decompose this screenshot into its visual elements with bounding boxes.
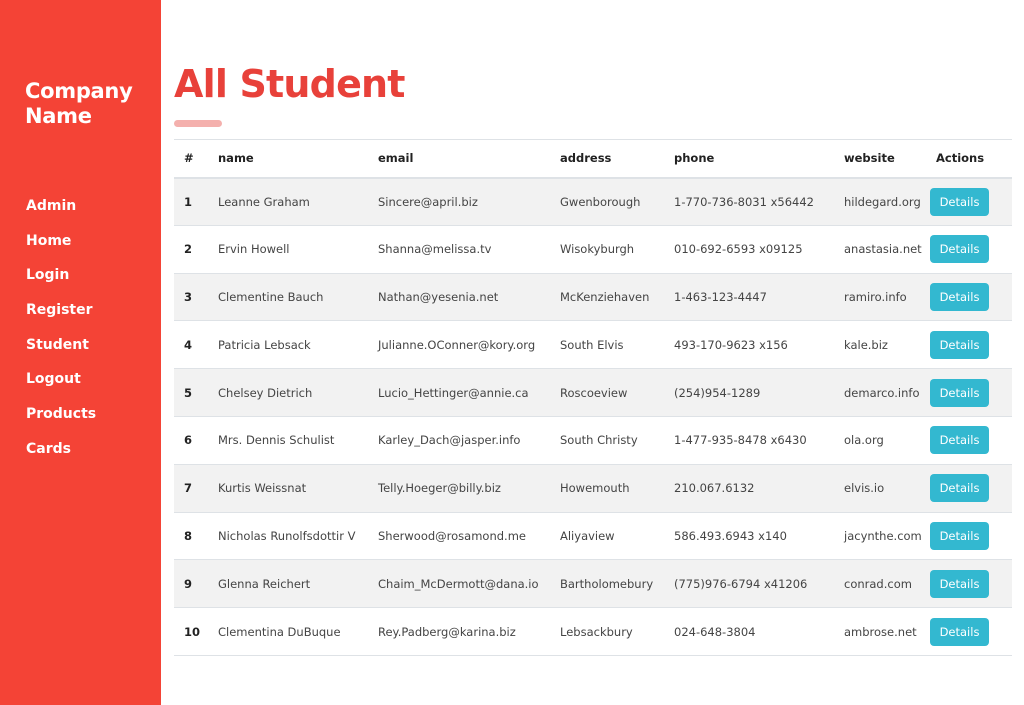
cell-website: demarco.info: [834, 369, 926, 417]
cell-address: Bartholomebury: [550, 560, 664, 608]
sidebar-nav: [26, 195, 96, 473]
details-button[interactable]: Details: [930, 474, 989, 502]
table-row: [174, 416, 1012, 464]
cell-address: Lebsackbury: [550, 608, 664, 656]
cell-address: McKenziehaven: [550, 273, 664, 321]
cell-phone: 024-648-3804: [664, 608, 834, 656]
cell-index: 3: [174, 273, 208, 321]
table-row: [174, 225, 1012, 273]
cell-address: South Christy: [550, 416, 664, 464]
cell-website: ola.org: [834, 416, 926, 464]
nav-link-register[interactable]: Register: [26, 302, 93, 319]
cell-address: Aliyaview: [550, 512, 664, 560]
cell-index: 4: [174, 321, 208, 369]
cell-actions: [926, 225, 1012, 273]
table-row: [174, 178, 1012, 226]
cell-email: Rey.Padberg@karina.biz: [368, 608, 550, 656]
cell-actions: [926, 416, 1012, 464]
table-header-row: [174, 140, 1012, 178]
details-button[interactable]: Details: [930, 331, 989, 359]
column-header-phone: phone: [664, 140, 834, 178]
cell-actions: [926, 178, 1012, 226]
cell-address: Howemouth: [550, 464, 664, 512]
sidebar-item-register: [26, 299, 96, 334]
cell-actions: [926, 321, 1012, 369]
cell-name: Nicholas Runolfsdottir V: [208, 512, 368, 560]
details-button[interactable]: Details: [930, 618, 989, 646]
table-row: [174, 464, 1012, 512]
nav-link-login[interactable]: Login: [26, 267, 70, 284]
cell-phone: 586.493.6943 x140: [664, 512, 834, 560]
cell-website: anastasia.net: [834, 225, 926, 273]
cell-email: Sincere@april.biz: [368, 178, 550, 226]
column-header-email: email: [368, 140, 550, 178]
cell-website: elvis.io: [834, 464, 926, 512]
column-header-actions: Actions: [926, 140, 1012, 178]
nav-link-home[interactable]: Home: [26, 232, 72, 249]
cell-actions: [926, 369, 1012, 417]
cell-email: Nathan@yesenia.net: [368, 273, 550, 321]
cell-email: Karley_Dach@jasper.info: [368, 416, 550, 464]
cell-actions: [926, 273, 1012, 321]
cell-website: hildegard.org: [834, 178, 926, 226]
table-row: [174, 512, 1012, 560]
table-row: [174, 608, 1012, 656]
nav-link-cards[interactable]: Cards: [26, 440, 71, 457]
nav-link-admin[interactable]: Admin: [26, 198, 77, 214]
sidebar: [0, 0, 161, 705]
cell-name: Ervin Howell: [208, 225, 368, 273]
column-header-name: name: [208, 140, 368, 178]
cell-email: Telly.Hoeger@billy.biz: [368, 464, 550, 512]
cell-email: Shanna@melissa.tv: [368, 225, 550, 273]
details-button[interactable]: Details: [930, 426, 989, 454]
cell-index: 9: [174, 560, 208, 608]
cell-name: Patricia Lebsack: [208, 321, 368, 369]
cell-email: Chaim_McDermott@dana.io: [368, 560, 550, 608]
cell-index: 1: [174, 178, 208, 226]
cell-email: Julianne.OConner@kory.org: [368, 321, 550, 369]
cell-actions: [926, 464, 1012, 512]
details-button[interactable]: Details: [930, 283, 989, 311]
nav-link-logout[interactable]: Logout: [26, 371, 81, 388]
nav-link-student[interactable]: Student: [26, 336, 89, 353]
cell-phone: 1-477-935-8478 x6430: [664, 416, 834, 464]
table-row: [174, 560, 1012, 608]
brand-name: Company Name: [25, 79, 133, 128]
details-button[interactable]: Details: [930, 188, 989, 216]
cell-address: South Elvis: [550, 321, 664, 369]
table-row: [174, 369, 1012, 417]
cell-address: Roscoeview: [550, 369, 664, 417]
cell-email: Sherwood@rosamond.me: [368, 512, 550, 560]
cell-name: Clementine Bauch: [208, 273, 368, 321]
cell-phone: 210.067.6132: [664, 464, 834, 512]
sidebar-item-admin: [26, 195, 96, 230]
cell-index: 8: [174, 512, 208, 560]
cell-index: 5: [174, 369, 208, 417]
cell-phone: 010-692-6593 x09125: [664, 225, 834, 273]
cell-website: conrad.com: [834, 560, 926, 608]
details-button[interactable]: Details: [930, 522, 989, 550]
table-row: [174, 273, 1012, 321]
cell-name: Leanne Graham: [208, 178, 368, 226]
sidebar-item-student: [26, 334, 96, 369]
cell-name: Clementina DuBuque: [208, 608, 368, 656]
cell-address: Gwenborough: [550, 178, 664, 226]
page-title: All Student: [174, 62, 405, 106]
sidebar-item-cards: [26, 438, 96, 473]
nav-link-products[interactable]: Products: [26, 406, 97, 423]
cell-index: 7: [174, 464, 208, 512]
cell-actions: [926, 512, 1012, 560]
cell-phone: 493-170-9623 x156: [664, 321, 834, 369]
cell-email: Lucio_Hettinger@annie.ca: [368, 369, 550, 417]
cell-actions: [926, 608, 1012, 656]
title-underline: [174, 120, 222, 127]
cell-phone: 1-770-736-8031 x56442: [664, 178, 834, 226]
sidebar-item-login: [26, 264, 96, 299]
cell-website: jacynthe.com: [834, 512, 926, 560]
cell-phone: 1-463-123-4447: [664, 273, 834, 321]
cell-name: Glenna Reichert: [208, 560, 368, 608]
sidebar-item-home: [26, 230, 96, 265]
cell-index: 6: [174, 416, 208, 464]
cell-name: Mrs. Dennis Schulist: [208, 416, 368, 464]
details-button[interactable]: Details: [930, 235, 989, 263]
cell-address: Wisokyburgh: [550, 225, 664, 273]
cell-index: 10: [174, 608, 208, 656]
details-button[interactable]: Details: [930, 570, 989, 598]
table-row: [174, 321, 1012, 369]
cell-name: Kurtis Weissnat: [208, 464, 368, 512]
cell-phone: (254)954-1289: [664, 369, 834, 417]
cell-index: 2: [174, 225, 208, 273]
sidebar-item-products: [26, 403, 96, 438]
column-header-index: #: [174, 140, 208, 178]
sidebar-item-logout: [26, 368, 96, 403]
column-header-address: address: [550, 140, 664, 178]
cell-name: Chelsey Dietrich: [208, 369, 368, 417]
cell-actions: [926, 560, 1012, 608]
column-header-website: website: [834, 140, 926, 178]
student-table: [174, 139, 1012, 656]
cell-website: ambrose.net: [834, 608, 926, 656]
cell-phone: (775)976-6794 x41206: [664, 560, 834, 608]
cell-website: kale.biz: [834, 321, 926, 369]
cell-website: ramiro.info: [834, 273, 926, 321]
details-button[interactable]: Details: [930, 379, 989, 407]
